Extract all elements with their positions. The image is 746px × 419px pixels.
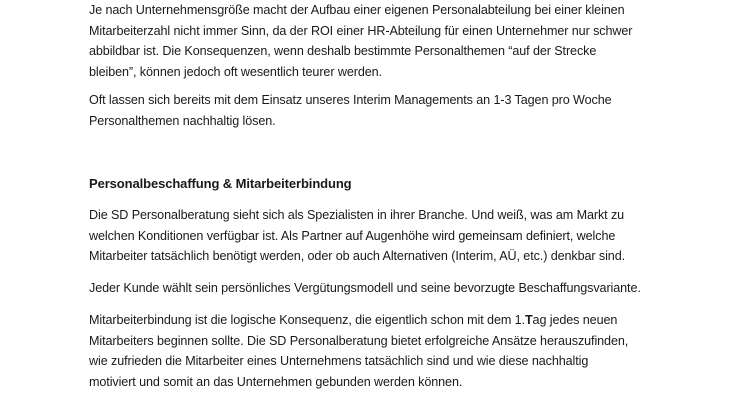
text-line: abbildbar ist. Die Konsequenzen, wenn deshalb bestimmte Personalthemen “auf der Strecke [89,44,597,58]
text-line: Mitarbeiter tatsächlich benötigt werden, oder ob auch Alternativen (Interim, AÜ, etc.) denkbar sind. [89,249,626,263]
section-heading: Personalbeschaffung & Mitarbeiterbindung [89,176,352,191]
retention-paragraph [89,310,628,392]
intro-paragraph [89,0,632,82]
text-line: Je nach Unternehmensgröße macht der Aufbau einer eigenen Personalabteilung bei einer kleinen [89,3,625,17]
text-line [89,310,628,331]
text-fragment: Mitarbeiterbindung ist die logische Konsequenz, die eigentlich schon mit dem 1. [89,313,525,327]
compensation-paragraph [89,278,641,299]
text-fragment: ag jedes neuen [532,313,618,327]
interim-paragraph [89,90,612,131]
text-line: Mitarbeiters beginnen sollte. Die SD Personalberatung bietet erfolgreiche Ansätze herauszufinden, [89,333,629,348]
text-line: motiviert und somit an das Unternehmen gebunden werden können. [89,374,463,389]
text-line: Personalthemen nachhaltig lösen. [89,113,276,128]
text-line: Die SD Personalberatung sieht sich als Spezialisten in ihrer Branche. Und weiß, was am Markt zu [89,208,625,222]
text-line: Jeder Kunde wählt sein persönliches Vergütungsmodell und seine bevorzugte Beschaffungsvariante. [89,281,641,295]
text-line: bleiben”, können jedoch oft wesentlich teurer werden. [89,64,382,79]
text-line: Oft lassen sich bereits mit dem Einsatz unseres Interim Managements an 1-3 Tagen pro Woche [89,93,612,107]
text-line: welchen Konditionen verfügbar ist. Als Partner auf Augenhöhe wird gemeinsam definiert, welche [89,228,616,243]
text-line: wie zufrieden die Mitarbeiter eines Unternehmens tatsächlich sind und wie diese nachhaltig [89,354,589,368]
text-fragment-bold: T [524,313,533,327]
specialists-paragraph [89,205,625,267]
text-line: Mitarbeiterzahl nicht immer Sinn, da der ROI einer HR-Abteilung für einen Unternehmer nur schwer [89,23,633,38]
